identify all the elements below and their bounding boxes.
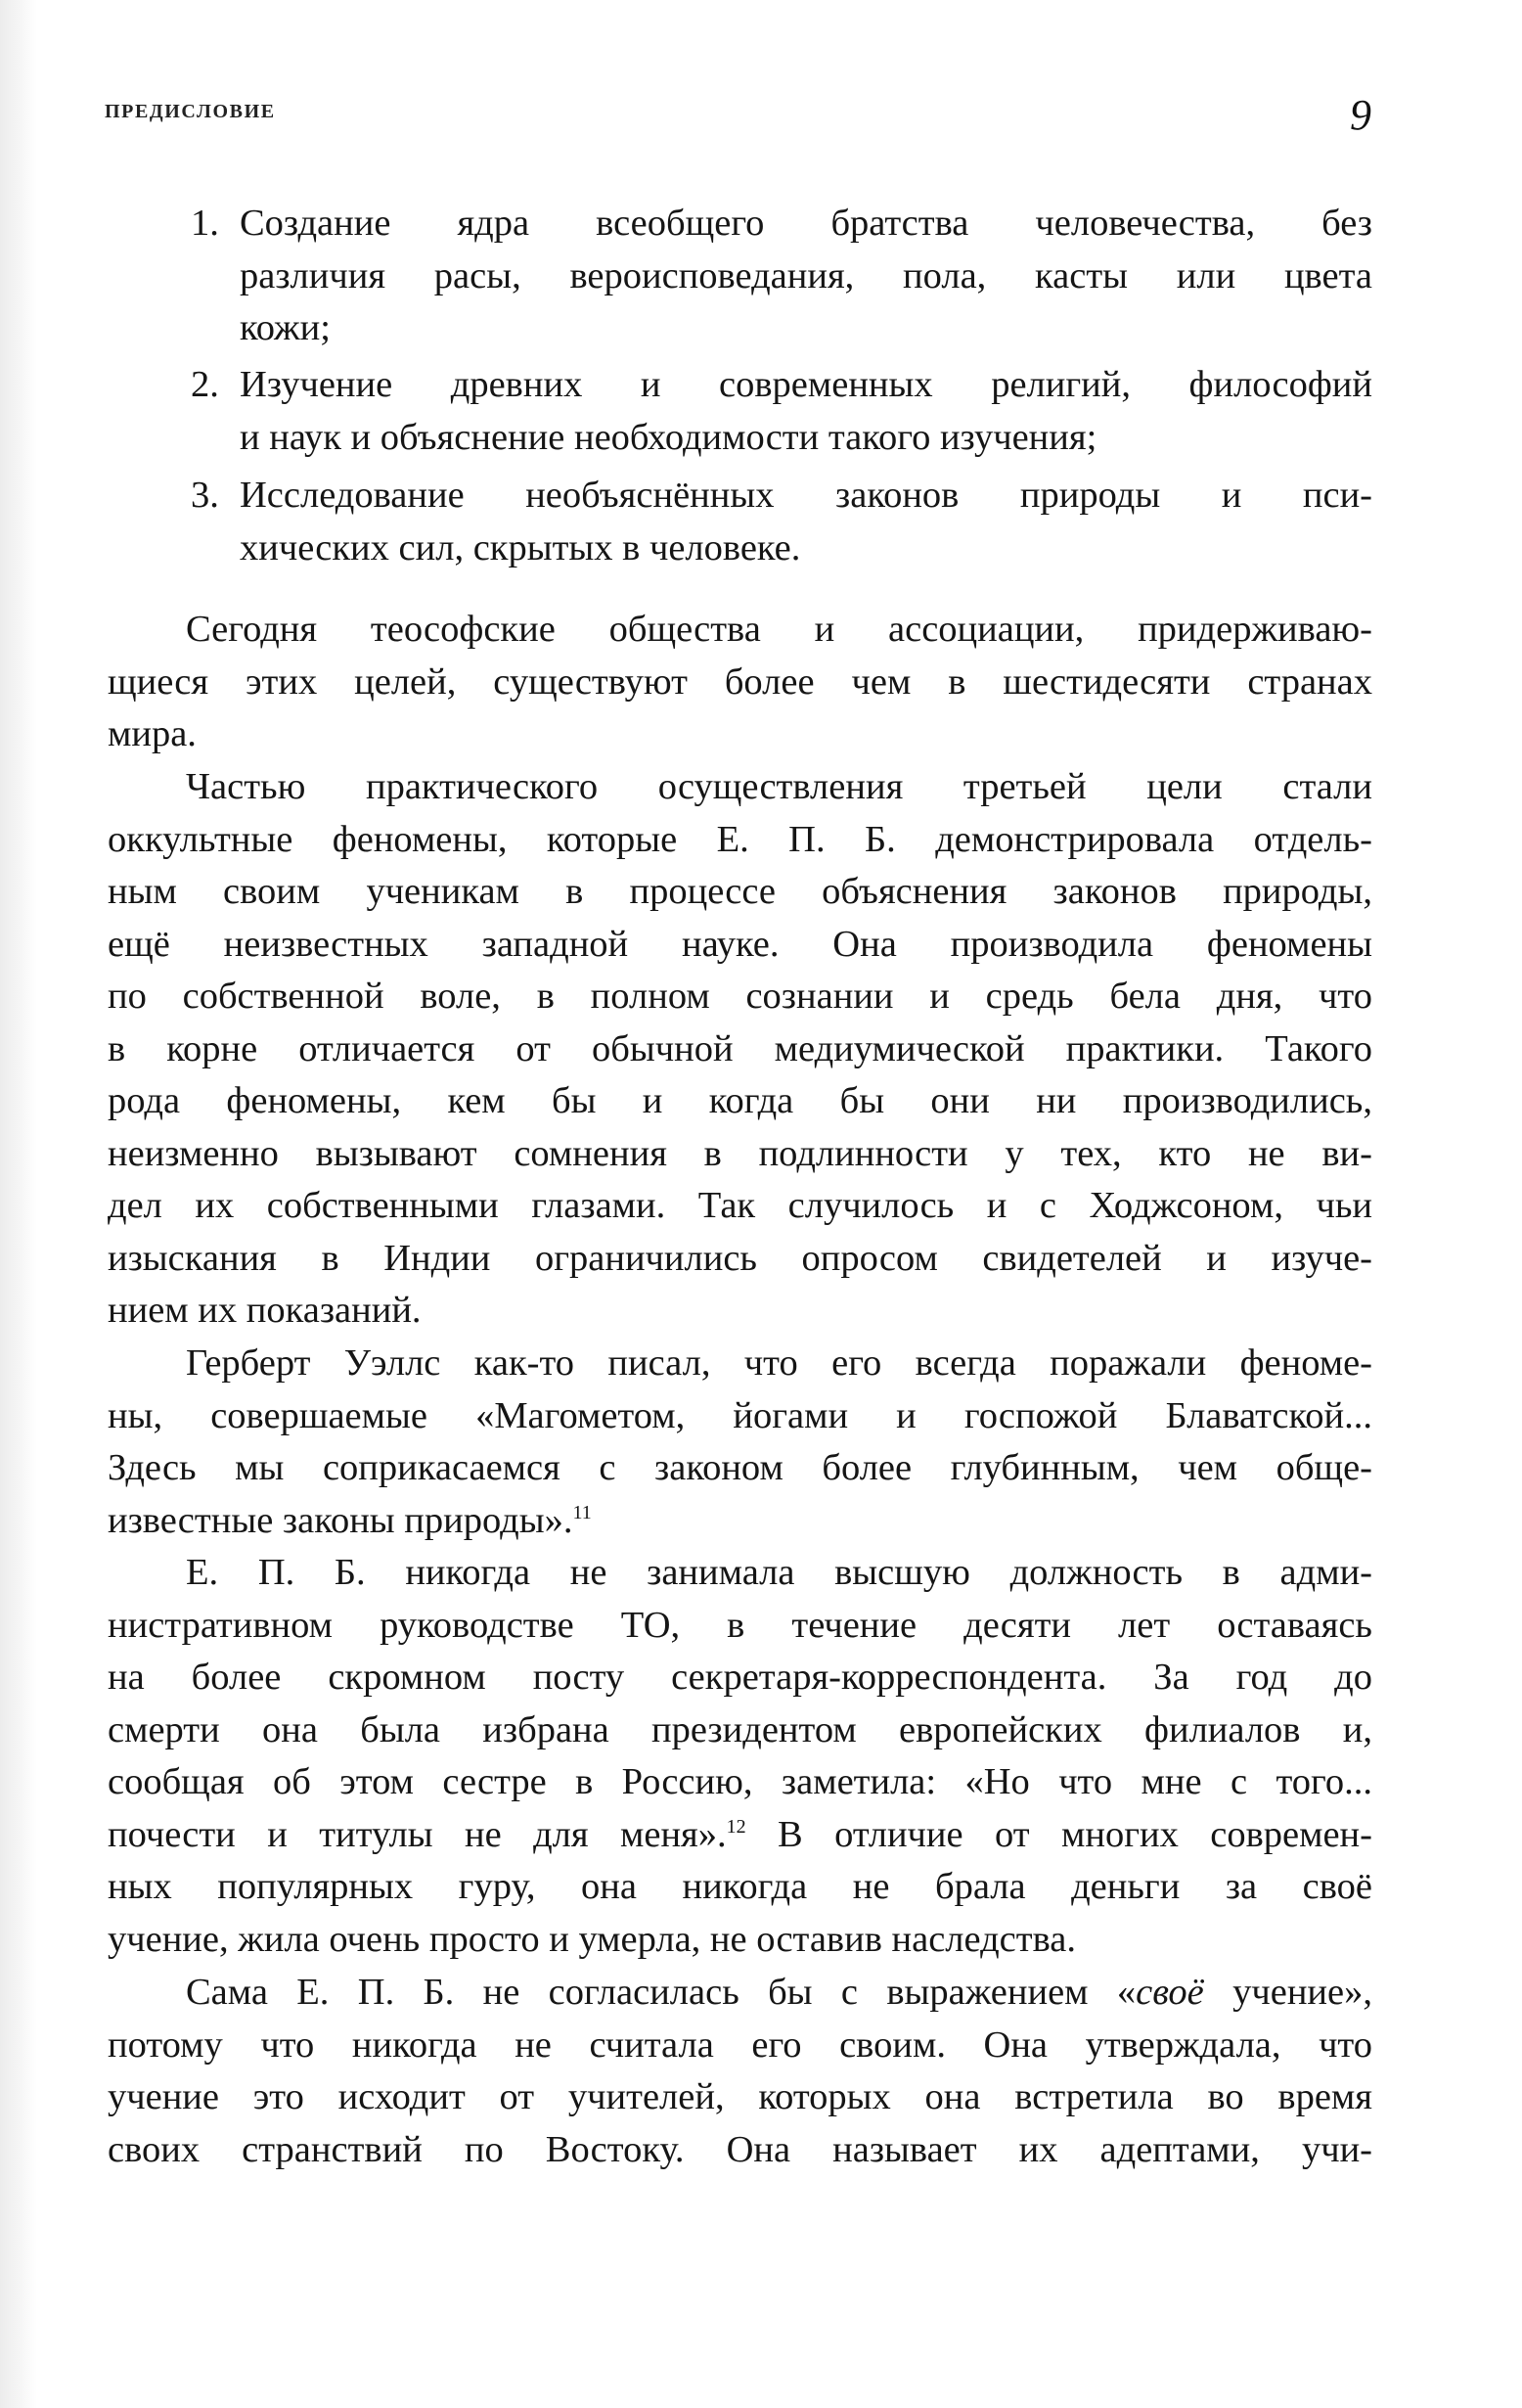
text-line: нием их показаний. — [108, 1290, 422, 1331]
text-line — [108, 1967, 1372, 2020]
text-line: и наук и объяснение необходимости такого изучения; — [240, 416, 1097, 458]
text-line: Исследование необъяснённых законов природы и пси- — [240, 475, 1372, 516]
text-line: Частью практического осуществления третьей цели стали — [186, 766, 1372, 807]
text-line: неизменно вызывают сомнения в подлинности у тех, кто не ви- — [108, 1132, 1372, 1174]
text-line: в корне отличается от обычной медиумической практики. Такого — [108, 1027, 1372, 1069]
text-line: Изучение древних и современных религий, философий — [240, 364, 1372, 405]
list-number: 2. — [191, 364, 219, 405]
text-fragment: почести и титулы не для меня». — [108, 1813, 727, 1855]
text-line: потому что никогда не считала его своим. Она утверждала, что — [108, 2023, 1372, 2066]
text-line: своих странствий по Востоку. Она называет их адептами, учи- — [108, 2128, 1372, 2170]
text-line: Е. П. Б. никогда не занимала высшую должность в адми- — [186, 1552, 1372, 1593]
paragraph-5 — [108, 1967, 1372, 2176]
text-line: Создание ядра всеобщего братства человечества, без — [240, 203, 1372, 244]
text-line: сообщая об этом сестре в Россию, заметила: «Но что мне с того... — [108, 1761, 1372, 1802]
text-line: кожи; — [240, 307, 331, 348]
paragraph-1 — [108, 604, 1372, 761]
text-line: изыскания в Индии ограничились опросом свидетелей и изуче- — [108, 1237, 1372, 1279]
text-line: на более скромном посту секретаря-корреспондента. За год до — [108, 1657, 1372, 1698]
list-number: 3. — [191, 475, 219, 516]
emphasis-text: своё — [1136, 1972, 1204, 2013]
list-item-text — [240, 359, 1372, 464]
page-number: 9 — [1350, 91, 1371, 139]
paragraph-2 — [108, 761, 1372, 1338]
text-line: учение, жила очень просто и умерла, не оставив наследства. — [108, 1918, 1076, 1960]
text-line: учение это исходит от учителей, которых она встретила во время — [108, 2076, 1372, 2117]
text-fragment: учение», — [1203, 1972, 1372, 2013]
list-item-text — [240, 470, 1372, 574]
text-line: нистративном руководстве ТО, в течение десяти лет оставаясь — [108, 1604, 1372, 1646]
text-fragment: В отличие от многих современ- — [745, 1813, 1372, 1855]
footnote-ref-12[interactable]: 12 — [726, 1815, 746, 1838]
paragraph-3 — [108, 1338, 1372, 1547]
text-line: ещё неизвестных западной науке. Она производила феномены — [108, 923, 1372, 965]
text-line: различия расы, вероисповедания, пола, касты или цвета — [240, 254, 1372, 296]
text-line: дел их собственными глазами. Так случилось и с Ходжсоном, чьи — [108, 1185, 1372, 1226]
text-line: ных популярных гуру, она никогда не брала деньги за своё — [108, 1866, 1372, 1907]
list-number: 1. — [191, 203, 219, 244]
text-line: ны, совершаемые «Магометом, йогами и госпожой Блаватской... — [108, 1394, 1372, 1436]
footnote-ref-11[interactable]: 11 — [572, 1501, 592, 1523]
text-line: мира. — [108, 713, 197, 754]
text-line — [108, 1495, 1372, 1548]
text-line: Герберт Уэллс как-то писал, что его всегда поражали феноме- — [186, 1342, 1372, 1384]
text-line: смерти она была избрана президентом европейских филиалов и, — [108, 1708, 1372, 1750]
page-edge-shadow — [0, 0, 37, 2408]
text-line: ным своим ученикам в процессе объяснения законов природы, — [108, 871, 1372, 912]
text-line: рода феномены, кем бы и когда бы они ни производились, — [108, 1080, 1372, 1121]
text-line — [108, 1809, 1372, 1862]
running-head: ПРЕДИСЛОВИЕ — [105, 101, 276, 122]
text-fragment: Сама Е. П. Б. не согласилась бы с выражением « — [186, 1972, 1137, 2013]
text-line: Здесь мы соприкасаемся с законом более глубинным, чем обще- — [108, 1447, 1372, 1488]
text-line: хических сил, скрытых в человеке. — [240, 526, 801, 568]
text-line: Сегодня теософские общества и ассоциации, придерживаю- — [186, 609, 1372, 650]
list-item-text — [240, 198, 1372, 355]
text-line: по собственной воле, в полном сознании и средь бела дня, что — [108, 976, 1372, 1017]
paragraph-4 — [108, 1547, 1372, 1966]
text-line: оккультные феномены, которые Е. П. Б. демонстрировала отдель- — [108, 818, 1372, 860]
text-fragment: известные законы природы». — [108, 1499, 573, 1541]
text-line: щиеся этих целей, существуют более чем в шестидесяти странах — [108, 660, 1372, 703]
